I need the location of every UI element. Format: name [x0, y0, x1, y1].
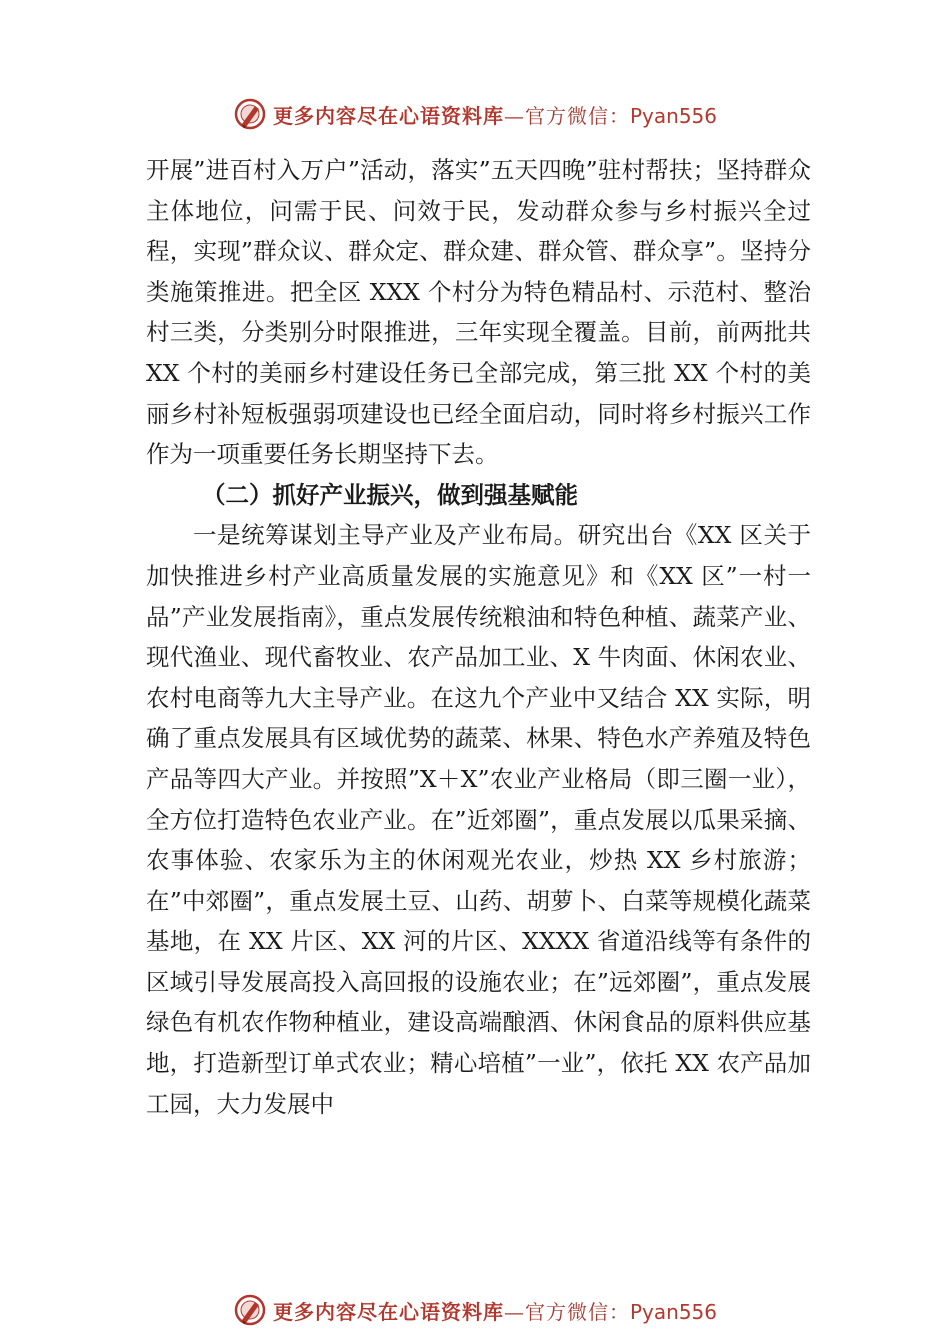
header-account: Pyan556: [629, 103, 717, 128]
paragraph-2: 一是统筹谋划主导产业及产业布局。研究出台《XX 区关于加快推进乡村产业高质量发展的实施意见》和《XX 区”一村一品”产业发展指南》，重点发展传统粮油和特色种植、蔬菜产业、现代渔业、现代畜牧业、农产品加工业、X 牛肉面、休闲农业、农村电商等九大主导产业。在这九个产业中又结合 XX 实际，明确了重点发展具有区域优势的蔬菜、林果、特色水产养殖及特色产品等四大产业。并按照”X＋X”农业产业格局（即三圈一业），全方位打造特色农业产业。在”近郊圈”，重点发展以瓜果采摘、农事体验、农家乐为主的休闲观光农业，炒热 XX 乡村旅游；在”中郊圈”，重点发展土豆、山药、胡萝卜、白菜等规模化蔬菜基地，在 XX 片区、XX 河的片区、XXXX 省道沿线等有条件的区域引导发展高投入高回报的设施农业；在”远郊圈”，重点发展绿色有机农作物种植业，建设高端酿酒、休闲食品的原料供应基地，打造新型订单式农业；精心培植”一业”，依托 XX 农产品加工园，大力发展中: [146, 521, 811, 1118]
footer-banner: [0, 1290, 950, 1330]
section-heading: （二）抓好产业振兴，做到强基赋能: [202, 480, 578, 509]
footer-brand: 更多内容尽在心语资料库: [272, 1299, 504, 1324]
header-banner-text: [273, 100, 717, 129]
header-wechat-label: 官方微信：: [524, 103, 630, 128]
footer-account: Pyan556: [629, 1299, 717, 1324]
footer-banner-text: [273, 1296, 717, 1325]
header-separator: —: [503, 103, 525, 128]
document-body: [146, 150, 811, 1124]
footer-wechat-label: 官方微信：: [524, 1299, 630, 1324]
footer-separator: —: [503, 1299, 525, 1324]
pen-logo-icon: [233, 1293, 267, 1327]
paragraph-1: 开展”进百村入万户”活动，落实”五天四晚”驻村帮扶；坚持群众主体地位，问需于民、问效于民，发动群众参与乡村振兴全过程，实现”群众议、群众定、群众建、群众管、群众享”。坚持分类施策推进。把全区 XXX 个村分为特色精品村、示范村、整治村三类，分类别分时限推进，三年实现全覆盖。目前，前两批共 XX 个村的美丽乡村建设任务已全部完成，第三批 XX 个村的美丽乡村补短板强弱项建设也已经全面启动，同时将乡村振兴工作作为一项重要任务长期坚持下去。: [146, 156, 811, 469]
pen-logo-icon: [233, 97, 267, 131]
header-brand: 更多内容尽在心语资料库: [272, 103, 504, 128]
header-banner: [0, 94, 950, 134]
